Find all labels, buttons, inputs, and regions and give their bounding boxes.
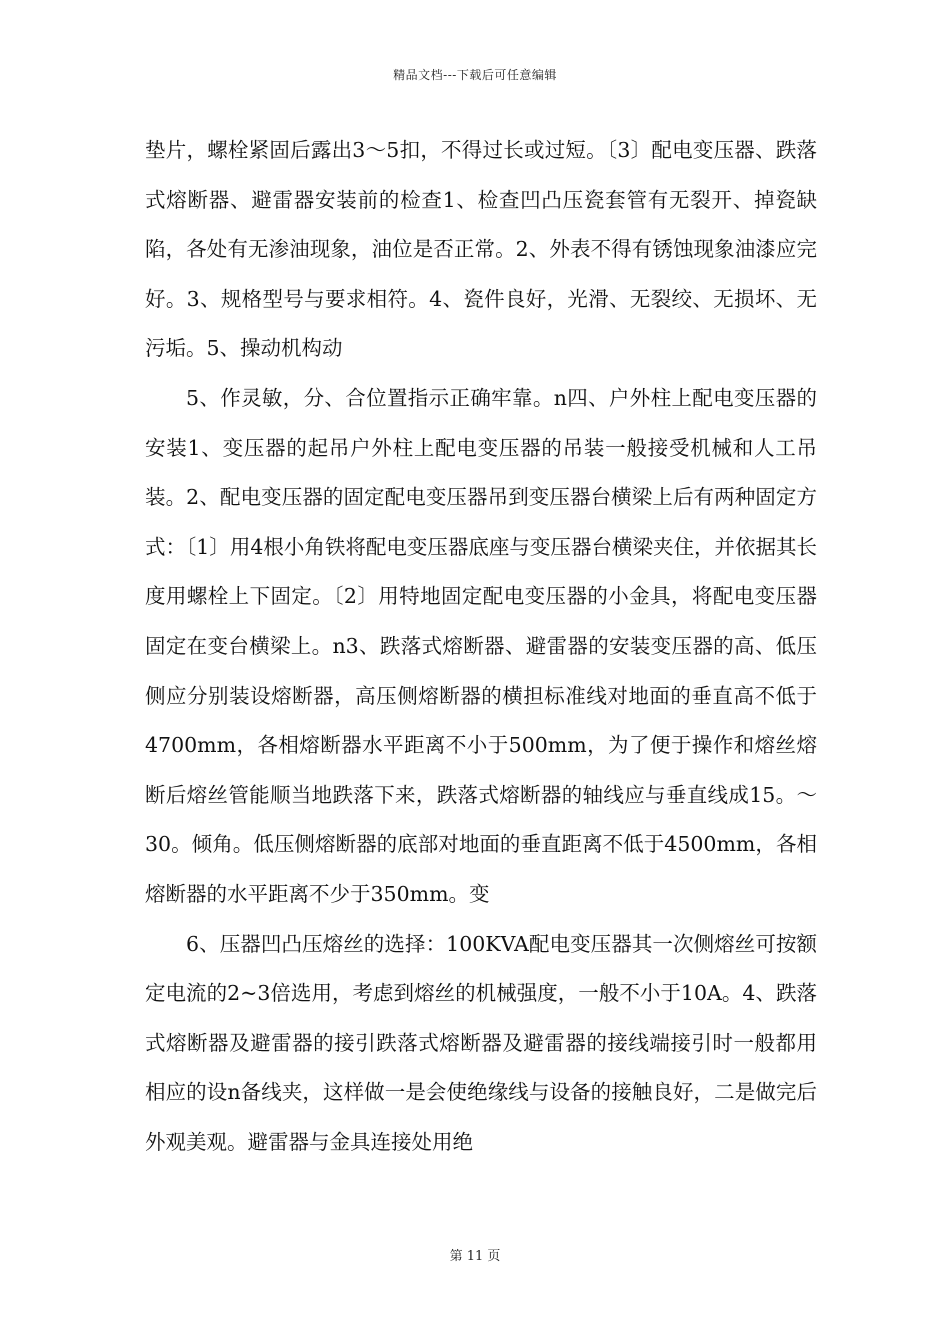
paragraph-1: 垫片，螺栓紧固后露出3～5扣，不得过长或过短。〔3〕配电变压器、跌落式熔断器、避雷器安装前的检查1、检查凹凸压瓷套管有无裂开、掉瓷缺陷，各处有无渗油现象，油位是否正常。2、外表不得有锈蚀现象油漆应完好。3、规格型号与要求相符。4、瓷件良好，光滑、无裂绞、无损坏、无污垢。5、操动机构动 xyxy=(145,138,817,361)
document-body xyxy=(145,126,817,1167)
paragraph-3: 6、压器凹凸压熔丝的选择：100KVA配电变压器其一次侧熔丝可按额定电流的2~3倍选用，考虑到熔丝的机械强度，一般不小于10A。4、跌落式熔断器及避雷器的接引跌落式熔断器及避雷器的接线端接引时一般都用相应的设n备线夹，这样做一是会使绝缘线与设备的接触良好，二是做完后外观美观。避雷器与金具连接处用绝 xyxy=(145,931,817,1154)
page-number: 第 11 页 xyxy=(449,1249,501,1264)
paragraph-2: 5、作灵敏，分、合位置指示正确牢靠。n四、户外柱上配电变压器的安装1、变压器的起吊户外柱上配电变压器的吊装一般接受机械和人工吊装。2、配电变压器的固定配电变压器吊到变压器台横梁上后有两种固定方式：〔1〕用4根小角铁将配电变压器底座与变压器台横梁夹住，并依据其长度用螺栓上下固定。〔2〕用特地固定配电变压器的小金具，将配电变压器固定在变台横梁上。n3、跌落式熔断器、避雷器的安装变压器的高、低压侧应分别装设熔断器，高压侧熔断器的横担标准线对地面的垂直高不低于4700mm，各相熔断器水平距离不小于500mm，为了便于操作和熔丝熔断后熔丝管能顺当地跌落下来，跌落式熔断器的轴线应与垂直线成15。～30。倾角。低压侧熔断器的底部对地面的垂直距离不低于4500mm，各相熔断器的水平距离不少于350mm。变 xyxy=(145,385,817,906)
page-header: 精品文档---下载后可任意编辑 xyxy=(393,68,557,82)
